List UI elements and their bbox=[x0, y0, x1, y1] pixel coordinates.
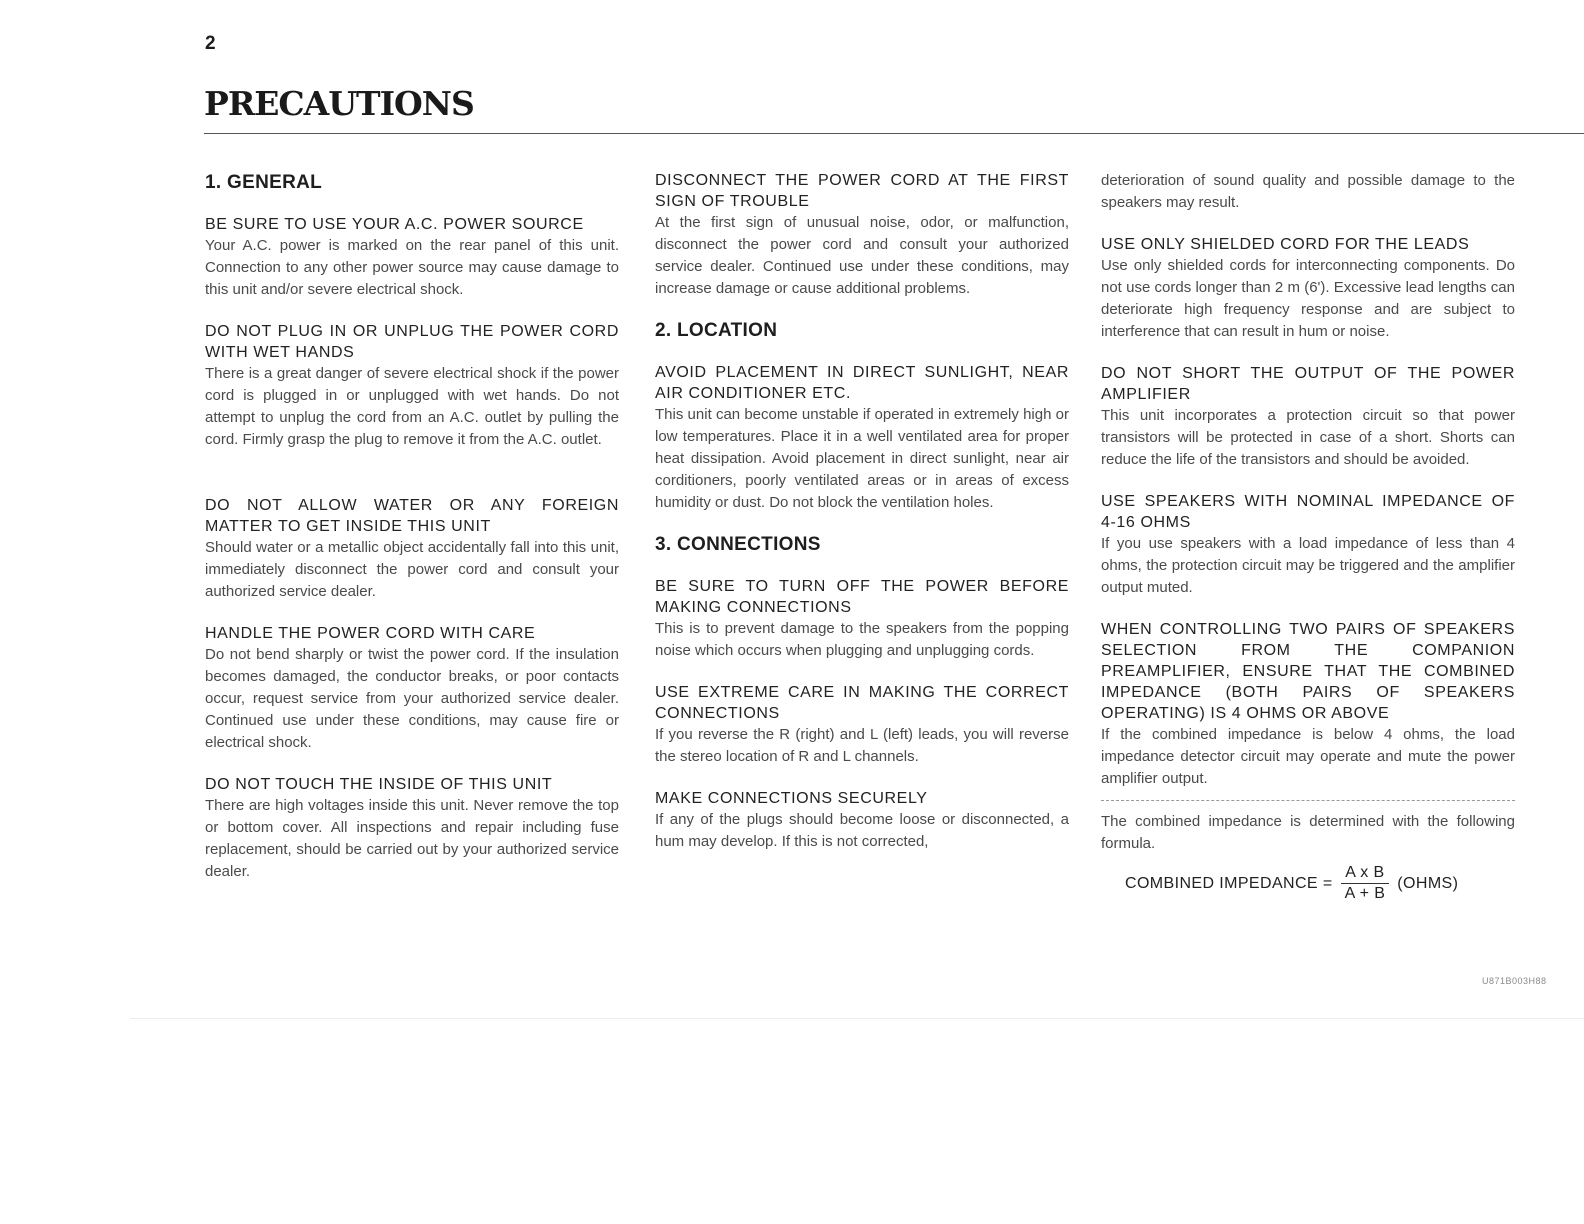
block-heading: USE SPEAKERS WITH NOMINAL IMPEDANCE OF 4-16 OHMS bbox=[1101, 493, 1515, 531]
precaution-block bbox=[655, 362, 1069, 514]
block-text: Do not bend sharply or twist the power cord. If the insulation becomes damaged, the conductor breaks, or poor contacts occur, request service from your authorized service dealer. Continued use under these conditions, may cause fire or electrical shock. bbox=[205, 646, 619, 751]
precaution-block bbox=[1101, 619, 1515, 790]
block-heading: WHEN CONTROLLING TWO PAIRS OF SPEAKERS SELECTION FROM THE COMPANION PREAMPLIFIER, ENSURE THAT THE COMBINED IMPEDANCE (BOTH PAIRS OF SPEAKERS OPERATING) IS 4 OHMS OR ABOVE bbox=[1101, 621, 1515, 722]
precaution-block bbox=[655, 170, 1069, 300]
precaution-block bbox=[1101, 491, 1515, 599]
section-heading: 3. CONNECTIONS bbox=[655, 534, 821, 555]
section-heading: 2. LOCATION bbox=[655, 320, 778, 341]
column-2 bbox=[655, 170, 1069, 873]
impedance-formula bbox=[1101, 863, 1515, 904]
formula-numerator: A x B bbox=[1341, 863, 1388, 884]
column-1 bbox=[205, 170, 619, 903]
block-heading: DO NOT ALLOW WATER OR ANY FOREIGN MATTER TO GET INSIDE THIS UNIT bbox=[205, 497, 619, 535]
block-text: If you reverse the R (right) and L (left) leads, you will reverse the stereo location of R and L channels. bbox=[655, 726, 1069, 765]
precaution-block bbox=[655, 682, 1069, 768]
precaution-block bbox=[205, 495, 619, 603]
block-heading: MAKE CONNECTIONS SECURELY bbox=[655, 790, 928, 807]
formula-note: The combined impedance is determined with the following formula. bbox=[1101, 813, 1515, 852]
block-heading: HANDLE THE POWER CORD WITH CARE bbox=[205, 625, 536, 642]
section-heading: 1. GENERAL bbox=[205, 172, 323, 193]
dashed-separator bbox=[1101, 800, 1515, 801]
title-rule bbox=[204, 133, 1584, 134]
block-text: If any of the plugs should become loose or disconnected, a hum may develop. If this is not corrected, bbox=[655, 811, 1069, 850]
formula-unit: (OHMS) bbox=[1397, 874, 1459, 892]
document-code: U871B003H88 bbox=[1482, 976, 1547, 986]
continuation-text: deterioration of sound quality and possible damage to the speakers may result. bbox=[1101, 172, 1515, 211]
block-heading: DO NOT PLUG IN OR UNPLUG THE POWER CORD WITH WET HANDS bbox=[205, 323, 619, 361]
precaution-block bbox=[1101, 363, 1515, 471]
block-heading: AVOID PLACEMENT IN DIRECT SUNLIGHT, NEAR AIR CONDITIONER ETC. bbox=[655, 364, 1069, 402]
block-text: If you use speakers with a load impedance of less than 4 ohms, the protection circuit may be triggered and the amplifier output muted. bbox=[1101, 535, 1515, 596]
precaution-block bbox=[655, 576, 1069, 662]
formula-fraction bbox=[1341, 863, 1390, 904]
block-text: There is a great danger of severe electrical shock if the power cord is plugged in or unplugged with wet hands. Do not attempt to unplug the cord from an A.C. outlet by pulling the cord. Firmly grasp the plug to remove it from the A.C. outlet. bbox=[205, 365, 619, 448]
block-heading: BE SURE TO USE YOUR A.C. POWER SOURCE bbox=[205, 216, 584, 233]
precaution-block bbox=[205, 214, 619, 301]
page-fold-line bbox=[130, 1018, 1584, 1019]
block-text: If the combined impedance is below 4 ohms, the load impedance detector circuit may operate and mute the power amplifier output. bbox=[1101, 726, 1515, 787]
block-text: At the first sign of unusual noise, odor, or malfunction, disconnect the power cord and consult your authorized service dealer. Continued use under these conditions, may increase damage or cause additional problems. bbox=[655, 214, 1069, 297]
block-text: This unit can become unstable if operated in extremely high or low temperatures. Place it in a well ventilated area for proper heat dissipation. Avoid placement in direct sunlight, near air corditioners, poorly ventilated areas or in areas of excess humidity or dust. Do not block the ventilation holes. bbox=[655, 406, 1069, 511]
block-heading: USE ONLY SHIELDED CORD FOR THE LEADS bbox=[1101, 236, 1470, 253]
block-heading: DO NOT SHORT THE OUTPUT OF THE POWER AMPLIFIER bbox=[1101, 365, 1515, 403]
block-heading: USE EXTREME CARE IN MAKING THE CORRECT CONNECTIONS bbox=[655, 684, 1069, 722]
block-text: Your A.C. power is marked on the rear panel of this unit. Connection to any other power source may cause damage to this unit and/or severe electrical shock. bbox=[205, 237, 619, 298]
block-text: There are high voltages inside this unit. Never remove the top or bottom cover. All inspections and repair including fuse replacement, should be carried out by your authorized service dealer. bbox=[205, 797, 619, 880]
block-heading: DO NOT TOUCH THE INSIDE OF THIS UNIT bbox=[205, 776, 553, 793]
precaution-block bbox=[655, 788, 1069, 853]
precaution-block bbox=[205, 321, 619, 451]
block-text: This is to prevent damage to the speakers from the popping noise which occurs when plugging and unplugging cords. bbox=[655, 620, 1069, 659]
column-3 bbox=[1101, 170, 1515, 904]
page-number: 2 bbox=[205, 33, 216, 54]
block-text: This unit incorporates a protection circuit so that power transistors will be protected in case of a short. Shorts can reduce the life of the transistors and should be avoided. bbox=[1101, 407, 1515, 468]
precaution-block bbox=[205, 623, 619, 754]
block-text: Use only shielded cords for interconnecting components. Do not use cords longer than 2 m (6'). Excessive lead lengths can deteriorate high frequency response and are subject to interference that can result in hum or noise. bbox=[1101, 257, 1515, 340]
block-text: Should water or a metallic object accidentally fall into this unit, immediately disconnect the power cord and consult your authorized service dealer. bbox=[205, 539, 619, 600]
block-heading: BE SURE TO TURN OFF THE POWER BEFORE MAKING CONNECTIONS bbox=[655, 578, 1069, 616]
precaution-block bbox=[205, 774, 619, 883]
spacer bbox=[205, 471, 619, 495]
block-heading: DISCONNECT THE POWER CORD AT THE FIRST SIGN OF TROUBLE bbox=[655, 172, 1069, 210]
formula-label: COMBINED IMPEDANCE = bbox=[1125, 874, 1333, 892]
page-title: PRECAUTIONS bbox=[204, 84, 474, 123]
formula-denominator: A + B bbox=[1344, 885, 1386, 902]
precaution-block bbox=[1101, 234, 1515, 343]
continuation-block bbox=[1101, 170, 1515, 214]
